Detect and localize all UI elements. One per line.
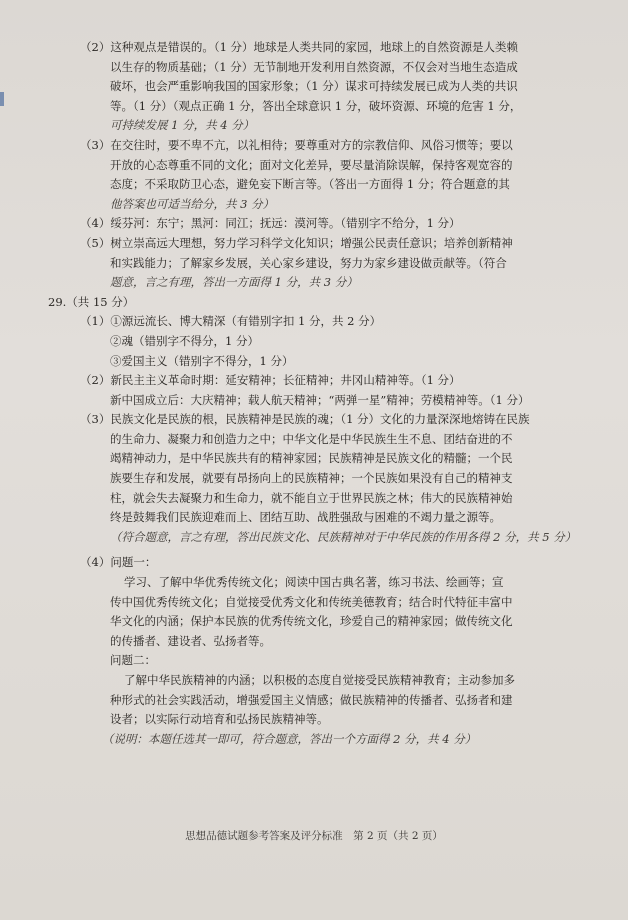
text-line: 以生存的物质基础；（1 分）无节制地开发利用自然资源，不仅会对当地生态造成 (110, 59, 518, 74)
text-line: 的生命力、凝聚力和创造力之中；中华文化是中华民族生生不息、团结奋进的不 (110, 431, 513, 446)
q28-part5 (40, 234, 600, 293)
text-line: 竭精神动力，是中华民族共有的精神家园；民族精神是民族文化的精髓；一个民 (110, 451, 513, 466)
text-line: （5）树立崇高远大理想，努力学习科学文化知识；增强公民责任意识；培养创新精神 (80, 235, 513, 250)
text-line: 终是鼓舞我们民族迎难而上、团结互助、战胜强敌与困难的不竭力量之源等。 (110, 510, 501, 525)
question-29-title: 29.（共 15 分） (48, 294, 135, 309)
q29-part1 (40, 312, 600, 371)
scoring-note: 题意，言之有理，答出一方面得 1 分，共 3 分） (110, 275, 358, 290)
text-line: 设者；以实际行动培育和弘扬民族精神等。 (110, 712, 329, 727)
scoring-note: （说明：本题任选其一即可，符合题意，答出一个方面得 2 分，共 4 分） (102, 731, 477, 746)
text-line: （4）问题一： (80, 555, 157, 570)
text-line: （1）①源远流长、博大精深（有错别字扣 1 分，共 2 分） (80, 314, 382, 329)
text-line: 了解中华民族精神的内涵；以积极的态度自觉接受民族精神教育；主动参加多 (124, 673, 515, 687)
text-line: 和实践能力；了解家乡发展，关心家乡建设，努力为家乡建设做贡献等。（符合 (110, 255, 507, 270)
text-line: 柱，就会失去凝聚力和生命力，就不能自立于世界民族之林；伟大的民族精神始 (110, 490, 513, 505)
q29-part3 (40, 410, 600, 547)
q28-part4 (40, 214, 600, 234)
text-line: （3）在交往时，要不卑不亢，以礼相待；要尊重对方的宗教信仰、风俗习惯等；要以 (80, 137, 513, 152)
text-line: 等。（1 分）（观点正确 1 分，答出全球意识 1 分，破坏资源、环境的危害 1 分， (110, 98, 522, 113)
text-line: （3）民族文化是民族的根，民族精神是民族的魂；（1 分）文化的力量深深地熔铸在民族 (80, 412, 530, 427)
text-line: （2）这种观点是错误的。（1 分）地球是人类共同的家园，地球上的自然资源是人类赖 (80, 40, 519, 54)
text-line: （4）绥芬河：东宁；黑河：同江；抚远：漠河等。（错别字不给分，1 分） (80, 216, 461, 231)
text-line: 破坏，也会严重影响我国的国家形象；（1 分）谋求可持续发展已成为人类的共识 (110, 79, 518, 94)
text-line: ③爱国主义（错别字不得分，1 分） (110, 353, 294, 368)
scoring-note: 可持续发展 1 分，共 4 分） (110, 118, 255, 133)
q29-part2 (40, 371, 600, 410)
text-line: 种形式的社会实践活动，增强爱国主义情感；做民族精神的传播者、弘扬者和建 (110, 692, 513, 707)
text-line: 问题二： (110, 653, 156, 668)
text-line: ②魂（错别字不得分，1 分） (110, 333, 259, 348)
scoring-note: （符合题意，言之有理，答出民族文化、民族精神对于中华民族的作用各得 2 分，共 5 分） (110, 529, 577, 544)
q28-part2 (40, 38, 600, 136)
text-line: （2）新民主主义革命时期：延安精神；长征精神；井冈山精神等。（1 分） (80, 373, 461, 388)
text-line: 态度；不采取防卫心态，避免妄下断言等。（答出一方面得 1 分；符合题意的其 (110, 177, 510, 192)
q29-part4 (40, 553, 600, 749)
text-line: 开放的心态尊重不同的文化；面对文化差异，要尽量消除误解，保持客观宽容的 (110, 157, 513, 172)
text-line: 的传播者、建设者、弘扬者等。 (110, 633, 271, 648)
text-line: 族要生存和发展，就要有昂扬向上的民族精神；一个民族如果没有自己的精神支 (110, 471, 513, 486)
margin-marker (0, 92, 4, 106)
q28-part3 (40, 136, 600, 214)
text-line: 华文化的内涵；保护本民族的优秀传统文化，珍爱自己的精神家园；做传统文化 (110, 614, 513, 629)
text-line: 传中国优秀传统文化；自觉接受优秀文化和传统美德教育；结合时代特征丰富中 (110, 594, 513, 609)
text-line: 新中国成立后：大庆精神；载人航天精神；“两弹一星”精神；劳模精神等。（1 分） (110, 392, 530, 407)
scoring-note: 他答案也可适当给分，共 3 分） (110, 196, 275, 211)
page-footer: 思想品德试题参考答案及评分标准 第 2 页（共 2 页） (185, 830, 443, 842)
text-line: 学习、了解中华优秀传统文化；阅读中国古典名著，练习书法、绘画等；宣 (124, 575, 504, 590)
answer-content (40, 38, 600, 749)
